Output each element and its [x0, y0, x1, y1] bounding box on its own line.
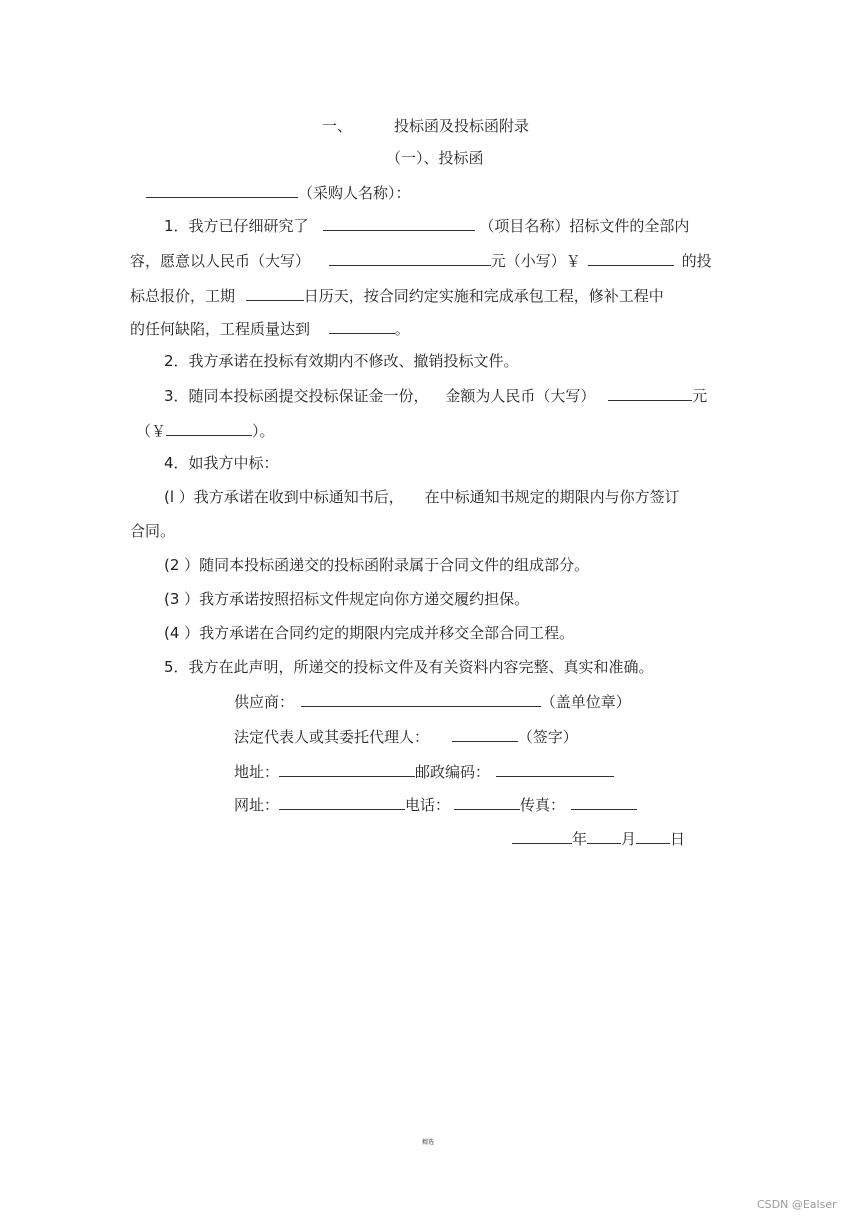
price-figures-blank[interactable] [588, 250, 674, 266]
supplier-line [234, 691, 631, 712]
watermark: CSDN @Ealser [757, 1198, 837, 1211]
para1-line4: 的任何缺陷，工程质量达到 。 [130, 320, 410, 338]
section-title: 投标函及投标函附录 [394, 117, 530, 135]
fax-label: 传真： [520, 796, 566, 814]
para1-line1: 1．我方已仔细研究了 （项目名称）招标文件的全部内 [164, 217, 690, 235]
supplier-suffix: （盖单位章） [540, 693, 631, 711]
phone-blank[interactable] [454, 794, 520, 810]
para4: 4．如我方中标： [164, 454, 279, 472]
website-blank[interactable] [279, 794, 405, 810]
para3-line1: 3．随同本投标函提交投标保证金一份， 金额为人民币（大写） 元 [164, 387, 708, 405]
day-blank[interactable] [636, 828, 670, 844]
representative-line [234, 726, 578, 747]
duration-blank[interactable] [246, 285, 304, 301]
subtitle: （一）、投标函 [386, 149, 484, 167]
para1-line2: 容，愿意以人民币（大写） 元（小写）￥ 的投 [130, 252, 712, 270]
item-4: (4 ）我方承诺在合同约定的期限内完成并移交全部合同工程。 [164, 624, 575, 642]
section-number: 一、 [322, 117, 353, 135]
footer-text: 精选 [422, 1139, 435, 1146]
year-label: 年 [572, 830, 588, 848]
para2: 2．我方承诺在投标有效期内不修改、撤销投标文件。 [164, 352, 519, 370]
item-2: (2 ）随同本投标函递交的投标函附录属于合同文件的组成部分。 [164, 556, 590, 574]
address-label: 地址： [234, 763, 280, 781]
postcode-label: 邮政编码： [415, 763, 491, 781]
price-words-blank[interactable] [329, 250, 491, 266]
date-line [512, 828, 685, 849]
month-label: 月 [621, 830, 637, 848]
deposit-words-blank[interactable] [608, 385, 692, 401]
representative-suffix: （签字） [517, 728, 578, 746]
phone-label: 电话： [405, 796, 451, 814]
supplier-blank[interactable] [301, 691, 541, 707]
project-name-blank[interactable] [323, 215, 475, 231]
contact-line [234, 794, 637, 815]
para1-line3: 标总报价，工期 日历天，按合同约定实施和完成承包工程，修补工程中 [130, 287, 664, 305]
address-line [234, 761, 614, 782]
item-1-continuation: 合同。 [130, 522, 176, 540]
address-blank[interactable] [279, 761, 415, 777]
website-label: 网址： [234, 796, 280, 814]
year-blank[interactable] [512, 828, 572, 844]
addressee-suffix: （采购人名称）： [298, 184, 411, 202]
item-1: (l ）我方承诺在收到中标通知书后， 在中标通知书规定的期限内与你方签订 [164, 488, 680, 506]
quality-blank[interactable] [329, 318, 395, 334]
para5: 5．我方在此声明，所递交的投标文件及有关资料内容完整、真实和准确。 [164, 658, 654, 676]
representative-label: 法定代表人或其委托代理人： [234, 728, 430, 746]
purchaser-name-blank[interactable] [146, 182, 298, 198]
item-3: (3 ）我方承诺按照招标文件规定向你方递交履约担保。 [164, 590, 530, 608]
day-label: 日 [670, 830, 686, 848]
supplier-label: 供应商： [234, 693, 295, 711]
postcode-blank[interactable] [496, 761, 614, 777]
fax-blank[interactable] [571, 794, 637, 810]
para3-line2: （￥ ）。 [136, 422, 275, 440]
month-blank[interactable] [587, 828, 621, 844]
deposit-figures-blank[interactable] [166, 420, 252, 436]
addressee-line [146, 182, 411, 203]
representative-blank[interactable] [452, 726, 518, 742]
